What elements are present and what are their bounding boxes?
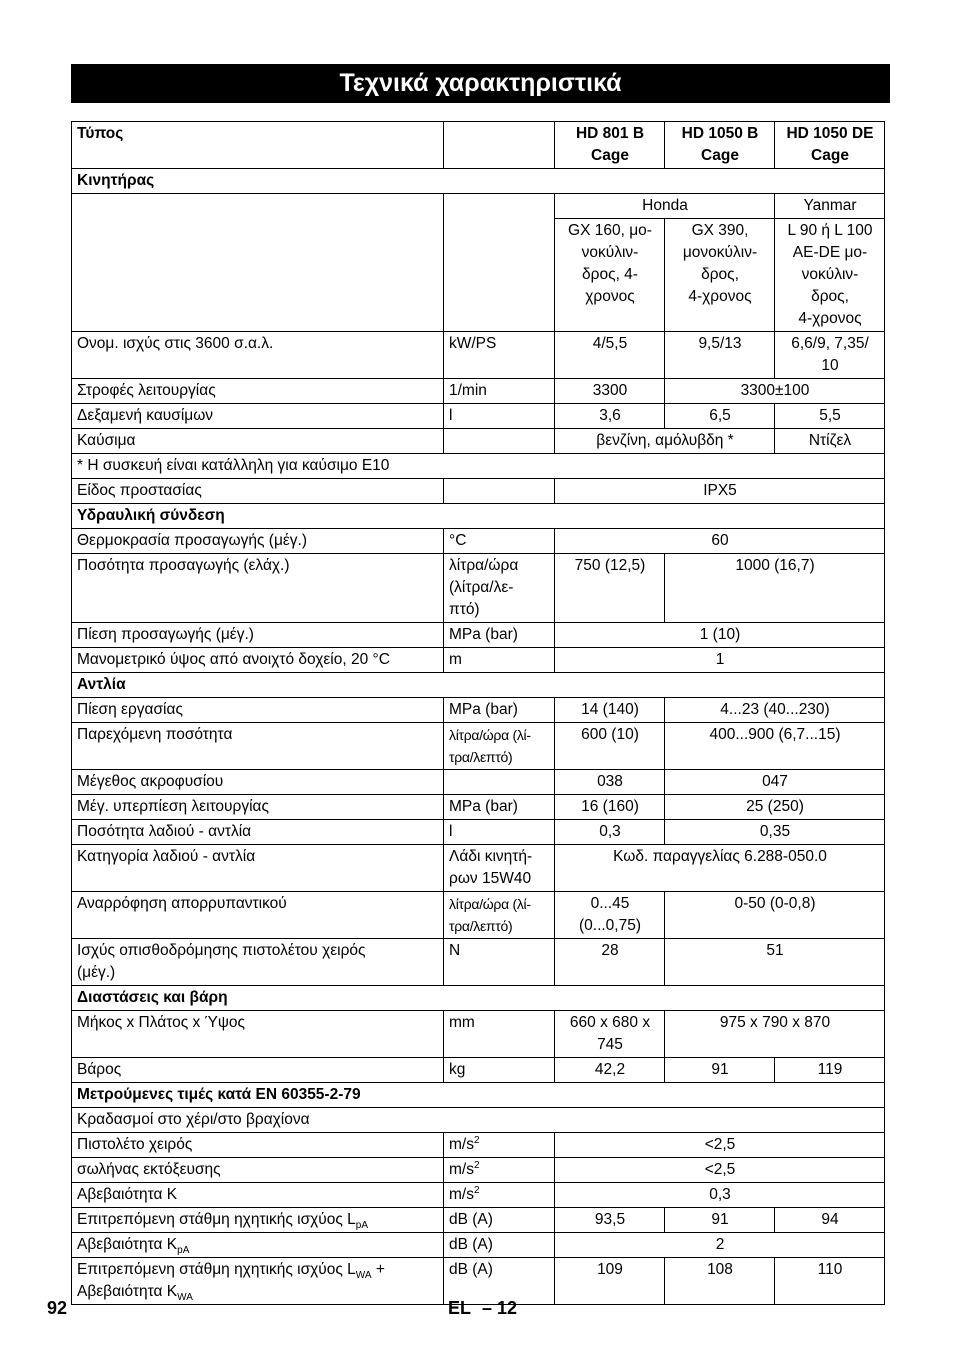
- table-row: Πίεση προσαγωγής (μέγ.) MPa (bar) 1 (10): [72, 623, 885, 648]
- table-row: Επιτρεπόμενη στάθμη ηχητικής ισχύος $L_{WA}$ + Αβεβαιότητα $K_{WA}$ dB (A) 109 108 110: [72, 1258, 885, 1305]
- table-row: Θερμοκρασία προσαγωγής (μέγ.) °C 60: [72, 529, 885, 554]
- section-engine: Κινητήρας: [72, 169, 885, 194]
- section-dimensions: Διαστάσεις και βάρη: [72, 986, 885, 1011]
- page-number: 92: [47, 1298, 68, 1318]
- page-title: Τεχνικά χαρακτηριστικά: [71, 64, 890, 103]
- engine-brand-honda: Honda: [555, 194, 775, 219]
- table-row: Ποσότητα λαδιού - αντλία l 0,3 0,35: [72, 820, 885, 845]
- engine-model-3: L 90 ή L 100 AE-DE μο- νοκύλιν- δρος, 4-χρονος: [775, 219, 885, 332]
- table-row: Στροφές λειτουργίας 1/min 3300 3300±100: [72, 379, 885, 404]
- table-row: Μήκος x Πλάτος x Ύψος mm 660 x 680 x 745 975 x 790 x 870: [72, 1011, 885, 1058]
- table-row: Καύσιμα βενζίνη, αμόλυβδη * Ντίζελ: [72, 429, 885, 454]
- table-row: Ονομ. ισχύς στις 3600 σ.α.λ. kW/PS 4/5,5 9,5/13 6,6/9, 7,35/ 10: [72, 332, 885, 379]
- section-measured: Μετρούμενες τιμές κατά EN 60355-2-79: [72, 1083, 885, 1108]
- engine-brand-yanmar: Yanmar: [775, 194, 885, 219]
- table-row: Πιστολέτο χειρός $m/s^2$ <2,5: [72, 1133, 885, 1158]
- table-row: Αναρρόφηση απορρυπαντικού λίτρα/ώρα (λί- τρα/λεπτό) 0...45 (0...0,75) 0-50 (0-0,8): [72, 892, 885, 939]
- footer-language-code: EL: [448, 1298, 472, 1318]
- table-row: σωλήνας εκτόξευσης $m/s^2$ <2,5: [72, 1158, 885, 1183]
- footer-subpage: – 12: [482, 1298, 518, 1318]
- engine-model-1: GX 160, μο- νοκύλιν- δρος, 4- χρονος: [555, 219, 665, 332]
- table-row: Είδος προστασίας IPX5: [72, 479, 885, 504]
- table-row: Αβεβαιότητα $K_{pA}$ dB (A) 2: [72, 1233, 885, 1258]
- model-hd801b-header: HD 801 B Cage: [555, 122, 665, 169]
- table-row: Επιτρεπόμενη στάθμη ηχητικής ισχύος $L_{pA}$ dB (A) 93,5 91 94: [72, 1208, 885, 1233]
- section-pump: Αντλία: [72, 673, 885, 698]
- vibration-subheader: Κραδασμοί στο χέρι/στο βραχίονα: [72, 1108, 885, 1133]
- table-row: Αβεβαιότητα K $m/s^2$ 0,3: [72, 1183, 885, 1208]
- header-row: [72, 122, 885, 169]
- section-hydraulic: Υδραυλική σύνδεση: [72, 504, 885, 529]
- model-hd1050de-header: HD 1050 DE Cage: [775, 122, 885, 169]
- type-header: Τύπος: [72, 122, 444, 169]
- table-row: Δεξαμενή καυσίμων l 3,6 6,5 5,5: [72, 404, 885, 429]
- table-row: Μέγεθος ακροφυσίου 038 047: [72, 770, 885, 795]
- table-row: Ισχύς οπισθοδρόμησης πιστολέτου χειρός (μέγ.) N 28 51: [72, 939, 885, 986]
- table-row: Μανομετρικό ύψος από ανοιχτό δοχείο, 20 °C m 1: [72, 648, 885, 673]
- table-row: Βάρος kg 42,2 91 119: [72, 1058, 885, 1083]
- engine-model-2: GX 390, μονοκύλιν- δρος, 4-χρονος: [665, 219, 775, 332]
- table-row: Παρεχόμενη ποσότητα λίτρα/ώρα (λί- τρα/λεπτό) 600 (10) 400...900 (6,7...15): [72, 723, 885, 770]
- specifications-table: [71, 121, 885, 1305]
- table-row: Ποσότητα προσαγωγής (ελάχ.) λίτρα/ώρα (λίτρα/λε- πτό) 750 (12,5) 1000 (16,7): [72, 554, 885, 623]
- table-row: Μέγ. υπερπίεση λειτουργίας MPa (bar) 16 (160) 25 (250): [72, 795, 885, 820]
- table-row: Κατηγορία λαδιού - αντλία Λάδι κινητή- ρων 15W40 Κωδ. παραγγελίας 6.288-050.0: [72, 845, 885, 892]
- fuel-note: * Η συσκευή είναι κατάλληλη για καύσιμο E10: [72, 454, 885, 479]
- model-hd1050b-header: HD 1050 B Cage: [665, 122, 775, 169]
- table-row: Πίεση εργασίας MPa (bar) 14 (140) 4...23 (40...230): [72, 698, 885, 723]
